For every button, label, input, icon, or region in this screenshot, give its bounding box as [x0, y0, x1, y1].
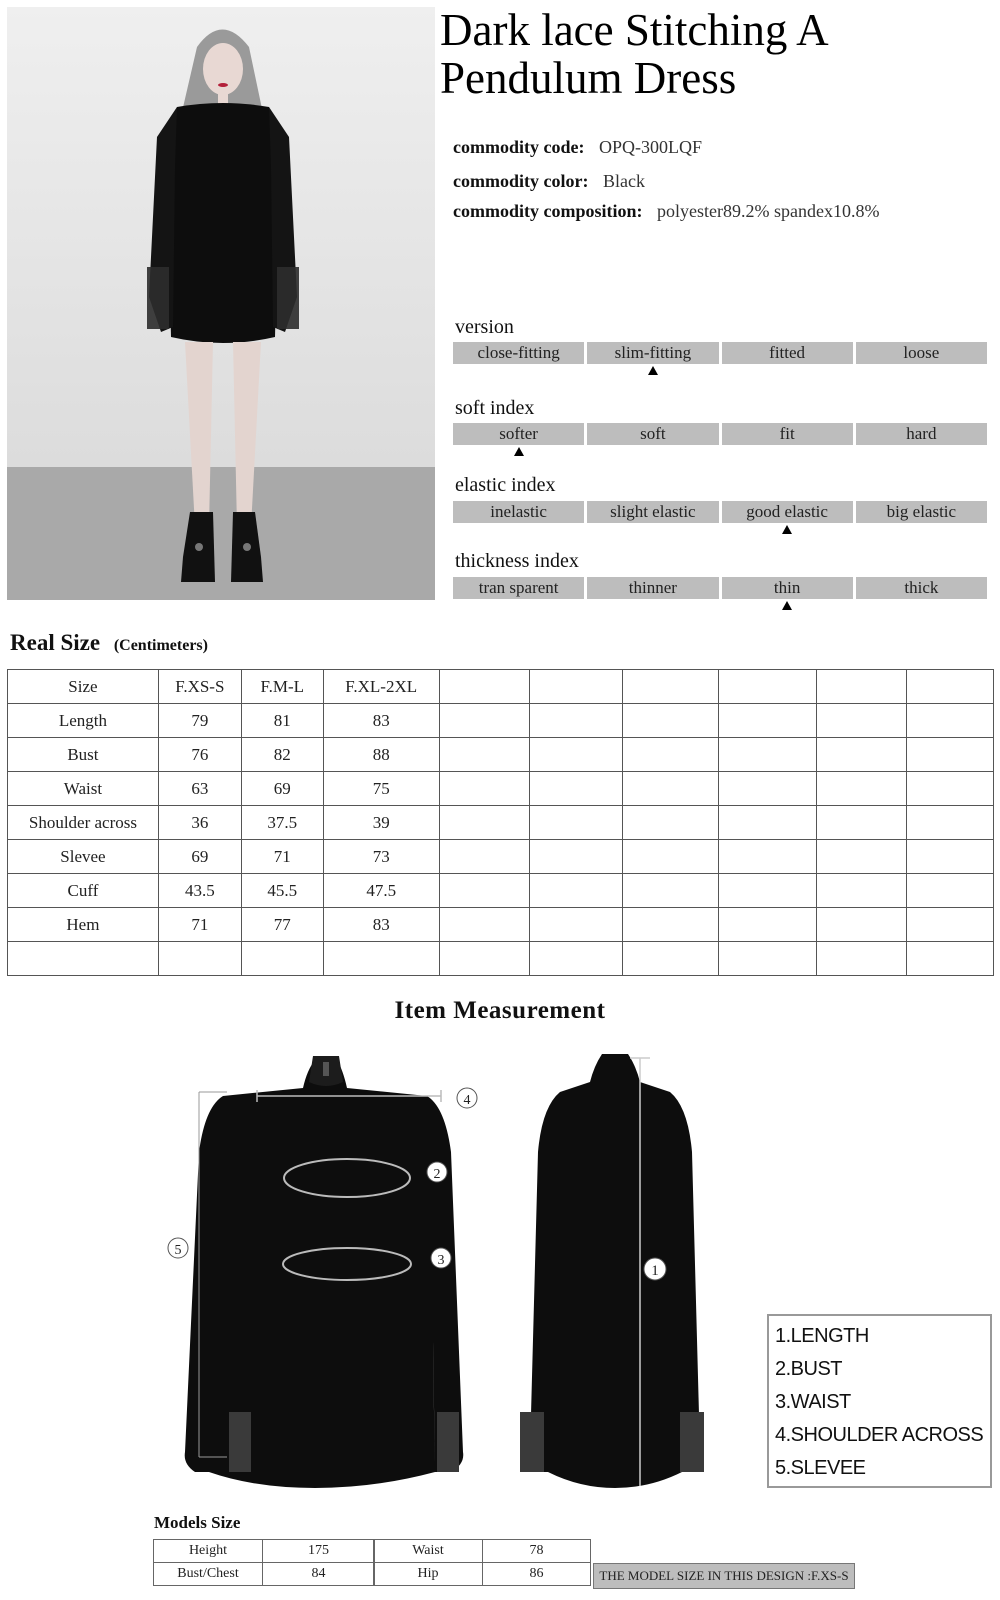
empty-cell: [907, 874, 994, 908]
scale-option: softer: [453, 423, 584, 445]
dress-back-body: [530, 1054, 701, 1488]
marker-1: 1: [651, 1263, 659, 1279]
empty-cell: [817, 874, 907, 908]
empty-cell: [719, 670, 817, 704]
models-table-left: [153, 1539, 375, 1586]
empty-cell: [907, 908, 994, 942]
table-cell: 76: [158, 738, 241, 772]
real-size-heading: [10, 630, 208, 656]
empty-cell: [719, 738, 817, 772]
model-bust-value: 84: [263, 1563, 375, 1586]
scale-thickness: [453, 577, 987, 599]
scale-option: close-fitting: [453, 342, 584, 364]
scale-option: big elastic: [856, 501, 987, 523]
title-line-1: Dark lace Stitching A: [440, 5, 829, 55]
real-size-title: Real Size: [10, 630, 101, 655]
table-row: [8, 772, 994, 806]
empty-cell: [817, 942, 907, 976]
table-cell: 45.5: [241, 874, 323, 908]
lace-cuff-left: [229, 1412, 251, 1472]
table-row: [8, 942, 994, 976]
empty-cell: [623, 704, 719, 738]
empty-cell: [8, 942, 159, 976]
model-photo: [7, 7, 435, 600]
table-header-cell: F.XS-S: [158, 670, 241, 704]
scale-option: thin: [722, 577, 853, 599]
scale-option: thinner: [587, 577, 718, 599]
table-row: [154, 1563, 375, 1586]
dress-back-diagram: [520, 1052, 710, 1492]
empty-cell: [623, 840, 719, 874]
models-table-right: [373, 1539, 591, 1586]
table-cell: 36: [158, 806, 241, 840]
empty-cell: [817, 840, 907, 874]
empty-cell: [623, 738, 719, 772]
model-height-label: Height: [154, 1540, 263, 1563]
empty-cell: [623, 670, 719, 704]
empty-cell: [529, 704, 623, 738]
empty-cell: [817, 704, 907, 738]
models-size-title: Models Size: [154, 1513, 241, 1532]
empty-cell: [439, 738, 529, 772]
empty-cell: [439, 874, 529, 908]
scale-option: tran sparent: [453, 577, 584, 599]
empty-cell: [529, 908, 623, 942]
table-row: [374, 1540, 591, 1563]
table-row: [374, 1563, 591, 1586]
scale-marker: [782, 601, 792, 610]
table-cell: 71: [241, 840, 323, 874]
table-row: [154, 1540, 375, 1563]
dress-front-body: [185, 1060, 464, 1488]
table-cell: Cuff: [8, 874, 159, 908]
table-cell: 81: [241, 704, 323, 738]
spec-composition-value: polyester89.2% spandex10.8%: [656, 201, 880, 221]
dress-front-zip: [323, 1062, 329, 1076]
legend-item: 5.SLEVEE: [775, 1457, 866, 1479]
empty-cell: [439, 908, 529, 942]
empty-cell: [817, 738, 907, 772]
table-cell: 37.5: [241, 806, 323, 840]
model-waist-value: 78: [483, 1540, 591, 1563]
scale-option: soft: [587, 423, 718, 445]
table-row: [8, 908, 994, 942]
model-hip-value: 86: [483, 1563, 591, 1586]
scale-elastic: [453, 501, 987, 523]
empty-cell: [439, 670, 529, 704]
lace-cuff-left: [520, 1412, 544, 1472]
empty-cell: [529, 942, 623, 976]
spec-code-value: OPQ-300LQF: [598, 137, 702, 157]
empty-cell: [907, 738, 994, 772]
scale-option: slight elastic: [587, 501, 718, 523]
table-cell: 71: [158, 908, 241, 942]
table-cell: 69: [158, 840, 241, 874]
product-title: [440, 6, 995, 102]
scale-marker: [514, 447, 524, 456]
table-row: [8, 840, 994, 874]
empty-cell: [907, 670, 994, 704]
scale-marker: [782, 525, 792, 534]
table-header-cell: F.XL-2XL: [323, 670, 439, 704]
empty-cell: [719, 772, 817, 806]
empty-cell: [241, 942, 323, 976]
table-cell: Length: [8, 704, 159, 738]
marker-5: 5: [174, 1243, 182, 1258]
model-hip-label: Hip: [374, 1563, 483, 1586]
table-cell: 79: [158, 704, 241, 738]
spec-composition-label: commodity composition:: [453, 201, 643, 221]
empty-cell: [529, 738, 623, 772]
table-cell: Shoulder across: [8, 806, 159, 840]
spec-color: [453, 171, 645, 192]
table-cell: 83: [323, 704, 439, 738]
empty-cell: [529, 670, 623, 704]
scale-option: loose: [856, 342, 987, 364]
scale-option: fitted: [722, 342, 853, 364]
empty-cell: [529, 874, 623, 908]
scale-option: thick: [856, 577, 987, 599]
table-cell: 83: [323, 908, 439, 942]
measurement-legend: [767, 1314, 992, 1488]
legend-item: 4.SHOULDER ACROSS: [775, 1424, 984, 1446]
table-cell: 47.5: [323, 874, 439, 908]
empty-cell: [907, 806, 994, 840]
model-size-note: THE MODEL SIZE IN THIS DESIGN :F.XS-S: [593, 1563, 855, 1589]
real-size-unit: (Centimeters): [113, 637, 208, 654]
scale-version: [453, 342, 987, 364]
empty-cell: [907, 840, 994, 874]
spec-code: [453, 137, 702, 158]
scale-option: slim-fitting: [587, 342, 718, 364]
scale-marker: [648, 366, 658, 375]
empty-cell: [529, 806, 623, 840]
empty-cell: [623, 806, 719, 840]
spec-code-label: commodity code:: [453, 137, 585, 157]
scale-elastic-title: elastic index: [455, 474, 556, 496]
scale-soft: [453, 423, 987, 445]
model-height-value: 175: [263, 1540, 375, 1563]
empty-cell: [719, 942, 817, 976]
empty-cell: [439, 942, 529, 976]
table-cell: Slevee: [8, 840, 159, 874]
table-row: [8, 806, 994, 840]
table-cell: 88: [323, 738, 439, 772]
empty-cell: [907, 942, 994, 976]
table-cell: 77: [241, 908, 323, 942]
title-line-2: Pendulum Dress: [440, 53, 737, 103]
empty-cell: [439, 840, 529, 874]
scale-option: good elastic: [722, 501, 853, 523]
model-bust-label: Bust/Chest: [154, 1563, 263, 1586]
marker-3: 3: [437, 1253, 445, 1268]
legend-item: 2.BUST: [775, 1358, 843, 1380]
table-cell: 82: [241, 738, 323, 772]
model-waist-label: Waist: [374, 1540, 483, 1563]
empty-cell: [817, 772, 907, 806]
empty-cell: [439, 772, 529, 806]
empty-cell: [623, 772, 719, 806]
table-cell: 63: [158, 772, 241, 806]
table-cell: 43.5: [158, 874, 241, 908]
empty-cell: [623, 908, 719, 942]
scale-option: fit: [722, 423, 853, 445]
lace-cuff-right: [437, 1412, 459, 1472]
scale-option: hard: [856, 423, 987, 445]
table-cell: 75: [323, 772, 439, 806]
empty-cell: [529, 840, 623, 874]
table-cell: 39: [323, 806, 439, 840]
table-row: [8, 738, 994, 772]
table-header-cell: Size: [8, 670, 159, 704]
scale-option: inelastic: [453, 501, 584, 523]
empty-cell: [439, 704, 529, 738]
spec-color-label: commodity color:: [453, 171, 589, 191]
spec-composition: [453, 201, 879, 222]
empty-cell: [817, 670, 907, 704]
legend-item: 3.WAIST: [775, 1391, 851, 1413]
lace-cuff-right: [680, 1412, 704, 1472]
table-cell: Waist: [8, 772, 159, 806]
marker-4: 4: [463, 1093, 471, 1108]
empty-cell: [529, 772, 623, 806]
empty-cell: [623, 874, 719, 908]
empty-cell: [719, 908, 817, 942]
item-measurement-title: Item Measurement: [394, 997, 606, 1024]
empty-cell: [719, 806, 817, 840]
dress-front-diagram: [165, 1052, 485, 1492]
scale-soft-title: soft index: [455, 397, 535, 419]
table-cell: 69: [241, 772, 323, 806]
empty-cell: [817, 908, 907, 942]
size-table: [7, 669, 994, 976]
empty-cell: [719, 840, 817, 874]
empty-cell: [158, 942, 241, 976]
empty-cell: [817, 806, 907, 840]
empty-cell: [907, 772, 994, 806]
marker-2: 2: [433, 1167, 441, 1182]
table-cell: Bust: [8, 738, 159, 772]
empty-cell: [323, 942, 439, 976]
table-row: [8, 670, 994, 704]
spec-color-value: Black: [602, 171, 645, 191]
table-header-cell: F.M-L: [241, 670, 323, 704]
scale-version-title: version: [455, 316, 514, 338]
empty-cell: [907, 704, 994, 738]
empty-cell: [439, 806, 529, 840]
empty-cell: [623, 942, 719, 976]
table-row: [8, 704, 994, 738]
scale-thickness-title: thickness index: [455, 550, 579, 572]
table-cell: 73: [323, 840, 439, 874]
table-row: [8, 874, 994, 908]
empty-cell: [719, 704, 817, 738]
empty-cell: [719, 874, 817, 908]
table-cell: Hem: [8, 908, 159, 942]
legend-item: 1.LENGTH: [775, 1325, 869, 1347]
